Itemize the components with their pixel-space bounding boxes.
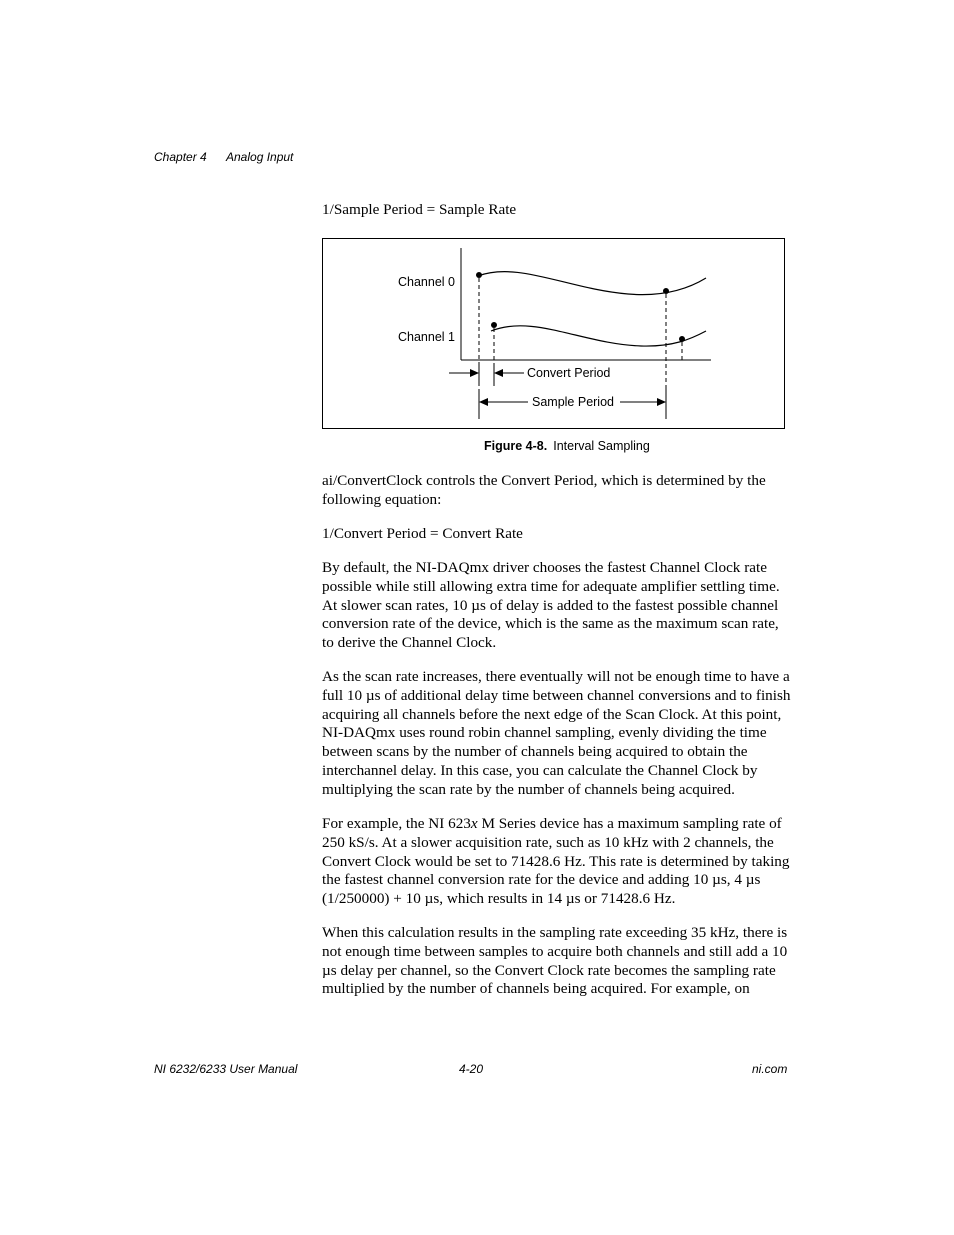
channel-1-sample-point — [679, 336, 685, 342]
example-prefix: For example, the NI 623 — [322, 815, 471, 832]
sample-period-label: Sample Period — [532, 395, 614, 409]
footer-website: ni.com — [752, 1062, 788, 1076]
figure-caption — [484, 439, 650, 453]
paragraph-example — [322, 815, 792, 909]
paragraph-convert-clock: ai/ConvertClock controls the Convert Period, which is determined by the following equation: — [322, 472, 766, 508]
channel-0-sample-point — [476, 272, 482, 278]
example-rest: M Series device has a maximum sampling rate of 250 kS/s. At a slower acquisition rate, such as 10 kHz with 2 channels, the Convert Clock would be set to 71428.6 Hz. This rate is determined by taking the fastest channel conversion rate for the device and adding 10 µs, 4 µs (1/250000) + 10 µs, which results in 14 µs or 71428.6 Hz. — [322, 815, 790, 908]
example-italic: x — [470, 815, 478, 832]
footer-manual-title: NI 6232/6233 User Manual — [154, 1062, 298, 1076]
channel-0-sample-point — [663, 288, 669, 294]
channel-1-label: Channel 1 — [398, 330, 455, 344]
convert-rate-equation: 1/Convert Period = Convert Rate — [322, 525, 523, 542]
timing-diagram — [323, 239, 786, 430]
figure-title: Interval Sampling — [553, 439, 650, 453]
channel-0-waveform — [478, 272, 706, 295]
running-header — [154, 150, 293, 164]
interval-sampling-figure — [322, 238, 785, 429]
sample-rate-equation: 1/Sample Period = Sample Rate — [322, 201, 517, 218]
figure-number: Figure 4-8. — [484, 439, 548, 453]
paragraph-scan-rate: As the scan rate increases, there eventually will not be enough time to have a full 10 µs of additional delay time between channel conversions and to finish acquiring all channels before the next edge of the Scan Clock. At this point, NI-DAQmx uses round robin channel sampling, evenly dividing the time between scans by the number of channels being acquired to obtain the interchannel delay. In this case, you can calculate the Channel Clock by multiplying the scan rate by the number of channels being acquired. — [322, 668, 791, 798]
channel-0-label: Channel 0 — [398, 275, 455, 289]
channel-1-sample-point — [491, 322, 497, 328]
section-label: Analog Input — [226, 150, 294, 164]
footer-page-number: 4-20 — [459, 1062, 484, 1076]
paragraph-high-rate: When this calculation results in the sampling rate exceeding 35 kHz, there is not enough time between samples to acquire both channels and still add a 10 µs delay per channel, so the Convert Clock rate becomes the sampling rate multiplied by the number of channels being acquired. For example, on — [322, 924, 788, 998]
convert-period-label: Convert Period — [527, 366, 611, 380]
channel-1-waveform — [491, 326, 706, 346]
paragraph-default-behavior: By default, the NI-DAQmx driver chooses the fastest Channel Clock rate possible while still allowing extra time for adequate amplifier settling time. At slower scan rates, 10 µs of delay is added to the fastest possible channel conversion rate of the device, which is the same as the maximum scan rate, to derive the Channel Clock. — [322, 559, 780, 652]
chapter-label: Chapter 4 — [154, 150, 207, 164]
